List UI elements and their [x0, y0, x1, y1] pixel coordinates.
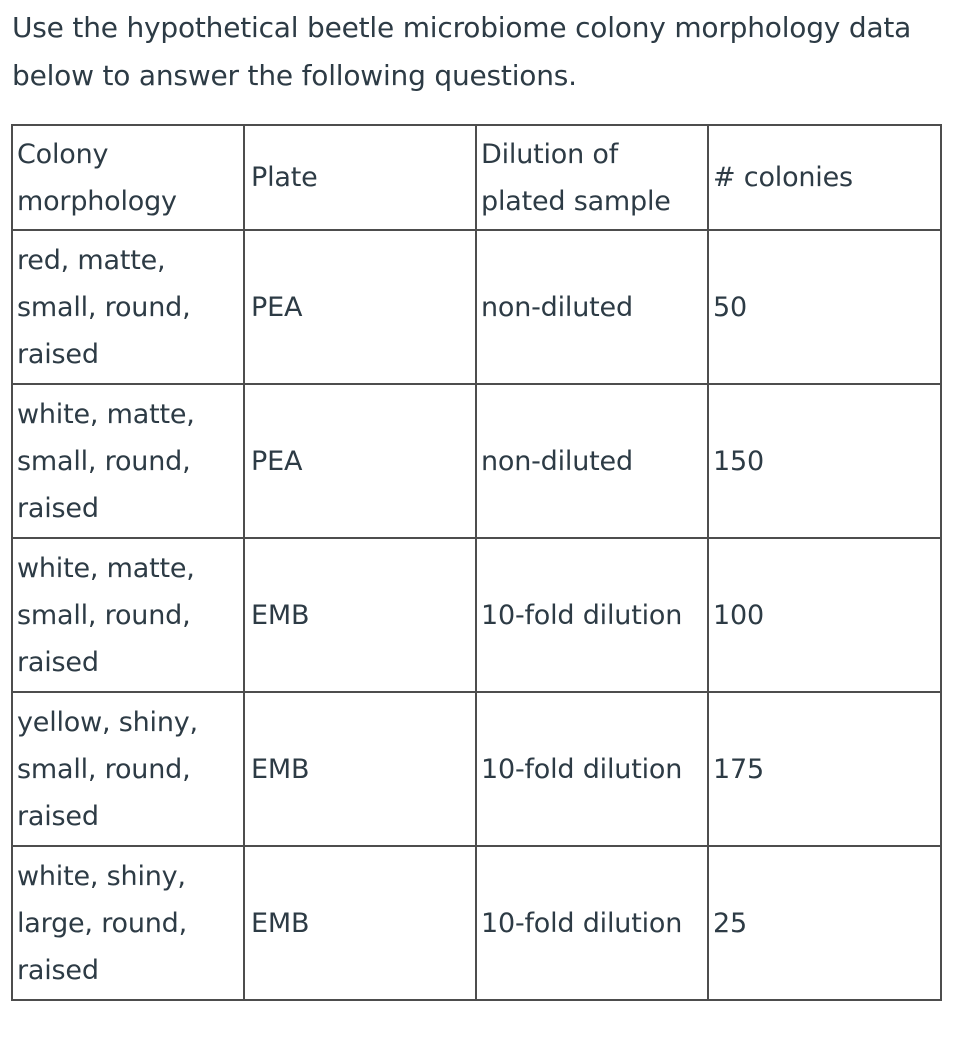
header-colony-count: # colonies — [708, 125, 941, 230]
cell-plate: EMB — [244, 538, 476, 692]
table-row — [12, 384, 941, 538]
header-plate: Plate — [244, 125, 476, 230]
table-header-row — [12, 125, 941, 230]
cell-plate: PEA — [244, 230, 476, 384]
table-row — [12, 538, 941, 692]
colony-data-table — [11, 124, 942, 1001]
cell-morphology: yellow, shiny, small, round, raised — [12, 692, 244, 846]
cell-morphology: red, matte, small, round, raised — [12, 230, 244, 384]
cell-colony-count: 100 — [708, 538, 941, 692]
table-row — [12, 230, 941, 384]
cell-dilution: 10-fold dilution — [476, 846, 708, 1000]
cell-dilution: 10-fold dilution — [476, 538, 708, 692]
cell-colony-count: 150 — [708, 384, 941, 538]
cell-dilution: non-diluted — [476, 230, 708, 384]
cell-dilution: 10-fold dilution — [476, 692, 708, 846]
cell-plate: PEA — [244, 384, 476, 538]
header-dilution: Dilution of plated sample — [476, 125, 708, 230]
header-colony-morphology: Colony morphology — [12, 125, 244, 230]
intro-text: Use the hypothetical beetle microbiome colony morphology data below to answer the following questions. — [12, 11, 912, 92]
cell-morphology: white, shiny, large, round, raised — [12, 846, 244, 1000]
cell-dilution: non-diluted — [476, 384, 708, 538]
cell-morphology: white, matte, small, round, raised — [12, 538, 244, 692]
cell-colony-count: 175 — [708, 692, 941, 846]
cell-plate: EMB — [244, 846, 476, 1000]
table-row — [12, 692, 941, 846]
cell-colony-count: 25 — [708, 846, 941, 1000]
cell-plate: EMB — [244, 692, 476, 846]
cell-morphology: white, matte, small, round, raised — [12, 384, 244, 538]
cell-colony-count: 50 — [708, 230, 941, 384]
table-row — [12, 846, 941, 1000]
